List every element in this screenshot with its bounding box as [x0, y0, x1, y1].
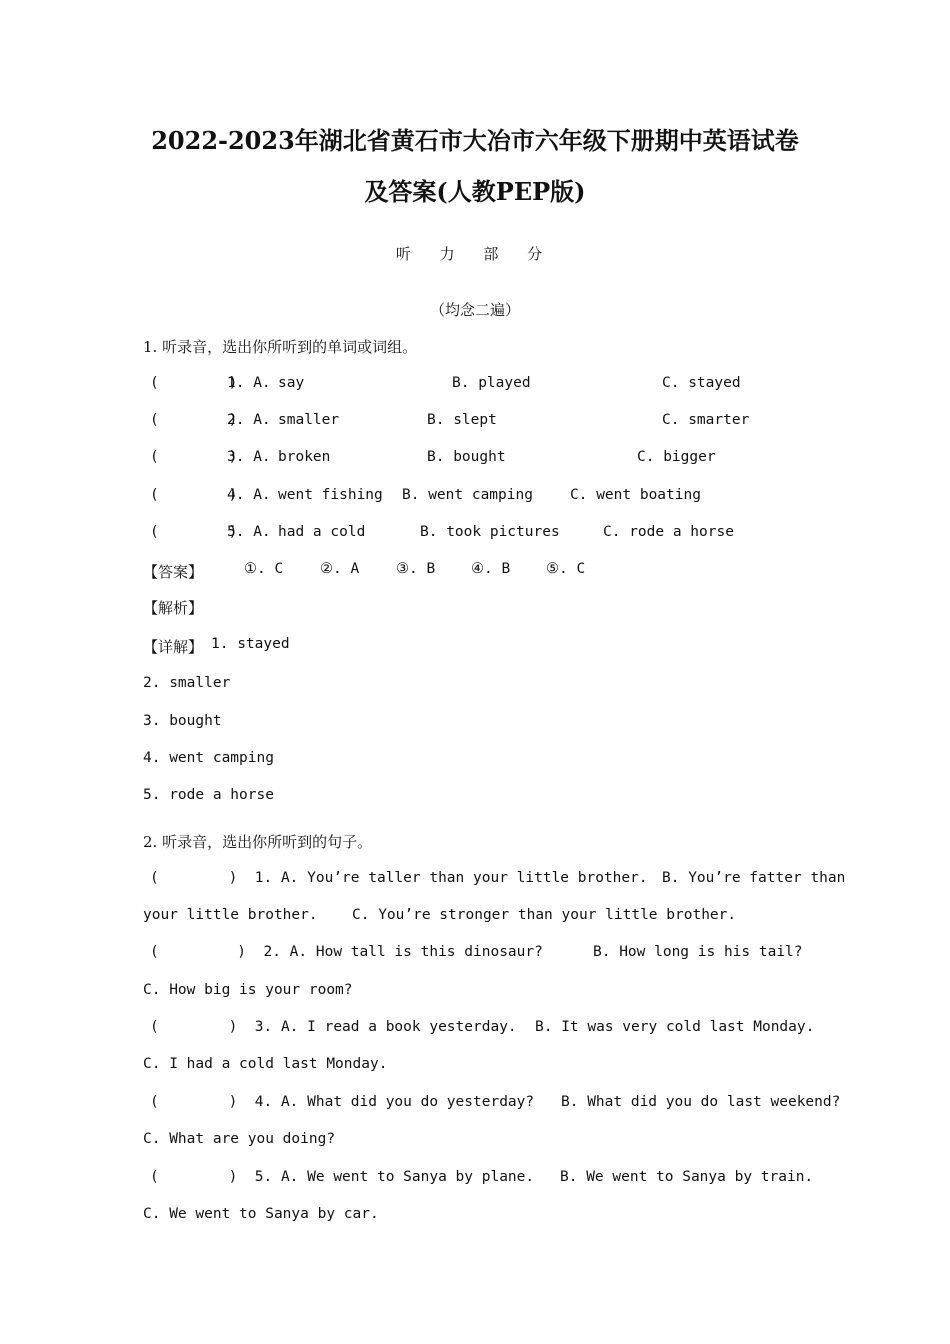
- item-number: 5. A.: [227, 524, 271, 540]
- answer-4: ④. B: [471, 561, 511, 577]
- answer-blank[interactable]: ( ): [150, 524, 238, 540]
- item-number: 1. A.: [227, 375, 271, 391]
- q2-line: [0, 982, 950, 1002]
- q2-instruction: 2. 听录音，选出你所听到的句子。: [143, 833, 373, 851]
- item-number: 2. A.: [227, 412, 271, 428]
- q2-line: [0, 1056, 950, 1076]
- q1-instruction: 1. 听录音，选出你所听到的单词或词组。: [143, 338, 418, 356]
- q2-line: [0, 1131, 950, 1151]
- q1-row: [0, 524, 950, 544]
- q2-line: [0, 870, 950, 890]
- q1-row: [0, 375, 950, 395]
- answer-5: ⑤. C: [546, 561, 586, 577]
- q2-line-right: B. We went to Sanya by train.: [560, 1169, 814, 1185]
- option-b: B. went camping: [402, 487, 533, 503]
- option-a: went fishing: [278, 487, 383, 503]
- option-a: had a cold: [278, 524, 366, 540]
- q2-line: [0, 1019, 950, 1039]
- detail-item: 2. smaller: [143, 675, 231, 691]
- answer-3: ③. B: [396, 561, 436, 577]
- q2-line: [0, 944, 950, 964]
- document-title-line1: 2022-2023年湖北省黄石市大冶市六年级下册期中英语试卷: [151, 126, 799, 155]
- q1-row: [0, 487, 950, 507]
- answer-blank[interactable]: ( ): [150, 375, 238, 391]
- document-title-line2: 及答案(人教PEP版): [364, 177, 586, 206]
- analysis-label: 【解析】: [143, 599, 204, 617]
- answer-blank[interactable]: ( ): [150, 487, 238, 503]
- option-b: B. took pictures: [420, 524, 560, 540]
- section-note: （均念二遍）: [429, 301, 520, 319]
- item-number: 4. A.: [227, 487, 271, 503]
- option-c: C. rode a horse: [603, 524, 734, 540]
- detail-item: 5. rode a horse: [143, 787, 274, 803]
- option-b: B. bought: [427, 449, 506, 465]
- option-b: B. slept: [427, 412, 497, 428]
- item-number: 3. A.: [227, 449, 271, 465]
- q2-line-right: C. You’re stronger than your little brother.: [352, 907, 737, 923]
- q2-line: [0, 1094, 950, 1114]
- answer-blank[interactable]: ( ): [150, 412, 238, 428]
- option-c: C. bigger: [637, 449, 716, 465]
- q1-row: [0, 449, 950, 469]
- q2-line-left: ( ) 4. A. What did you do yesterday?: [150, 1094, 535, 1110]
- q1-row: [0, 412, 950, 432]
- detail-item: 1. stayed: [211, 636, 290, 652]
- q2-line-left: C. What are you doing?: [143, 1131, 336, 1147]
- q2-line: [0, 907, 950, 927]
- answer-1: ①. C: [244, 561, 284, 577]
- q2-line-right: B. You’re fatter than: [662, 870, 846, 886]
- option-a: smaller: [278, 412, 340, 428]
- q2-line-left: ( ) 2. A. How tall is this dinosaur?: [150, 944, 543, 960]
- option-c: C. smarter: [662, 412, 750, 428]
- answer-label: 【答案】: [143, 563, 204, 581]
- option-a: broken: [278, 449, 331, 465]
- option-c: C. stayed: [662, 375, 741, 391]
- q2-line-left: ( ) 1. A. You’re taller than your little brother.: [150, 870, 648, 886]
- q2-line-left: ( ) 5. A. We went to Sanya by plane.: [150, 1169, 535, 1185]
- detail-label: 【详解】: [143, 638, 204, 656]
- option-c: C. went boating: [570, 487, 701, 503]
- q2-line-right: B. How long is his tail?: [593, 944, 803, 960]
- q2-line-left: C. We went to Sanya by car.: [143, 1206, 379, 1222]
- q2-line: [0, 1206, 950, 1226]
- q2-line-right: B. What did you do last weekend?: [561, 1094, 841, 1110]
- option-b: B. played: [452, 375, 531, 391]
- section-title: 听 力 部 分: [395, 245, 555, 263]
- option-a: say: [278, 375, 305, 391]
- answer-blank[interactable]: ( ): [150, 449, 238, 465]
- q2-line-right: B. It was very cold last Monday.: [535, 1019, 815, 1035]
- q2-line-left: ( ) 3. A. I read a book yesterday.: [150, 1019, 517, 1035]
- answer-row: [0, 561, 950, 581]
- q2-line: [0, 1169, 950, 1189]
- answer-2: ②. A: [320, 561, 360, 577]
- q2-line-left: C. How big is your room?: [143, 982, 353, 998]
- detail-item: 4. went camping: [143, 750, 274, 766]
- detail-item: 3. bought: [143, 713, 222, 729]
- detail-row: [0, 636, 950, 656]
- q2-line-left: your little brother.: [143, 907, 318, 923]
- q2-line-left: C. I had a cold last Monday.: [143, 1056, 388, 1072]
